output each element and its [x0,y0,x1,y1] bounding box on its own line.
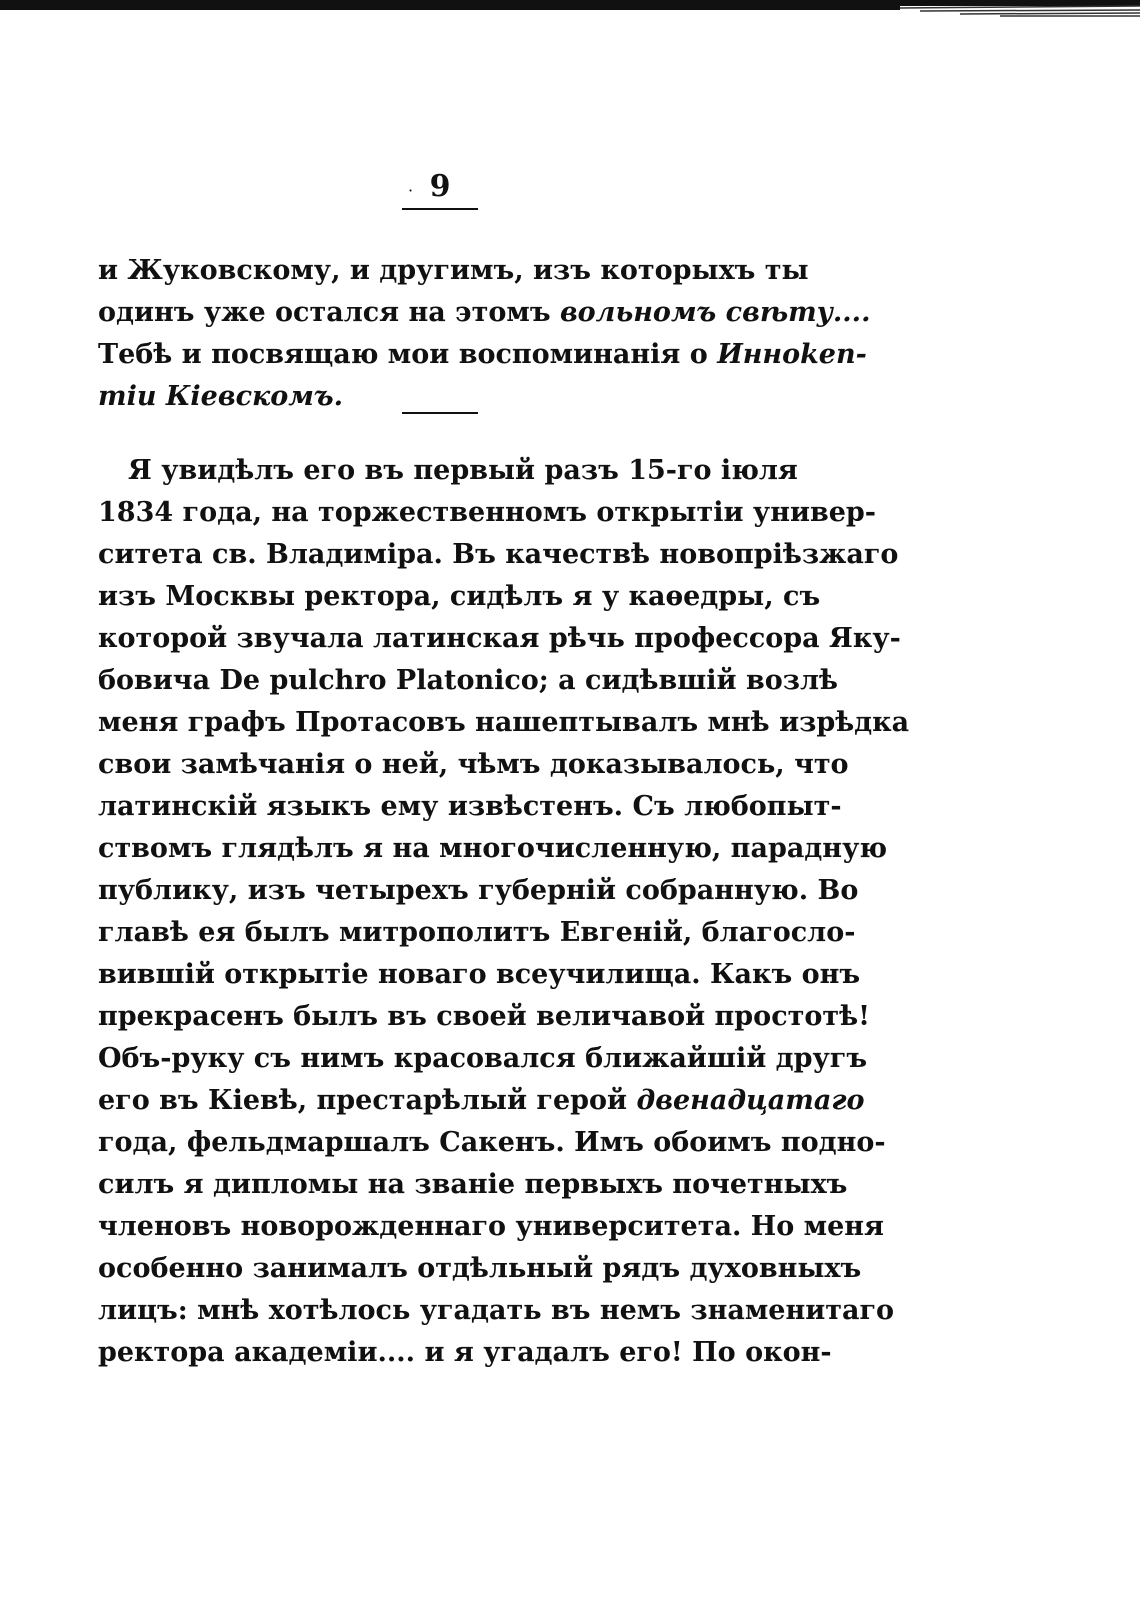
body-line: главѣ ея былъ митрополитъ Евгеній, благосло- [98,917,856,948]
page-number-rule [402,208,478,210]
body-line: прекрасенъ былъ въ своей величавой простотѣ! [98,1001,870,1032]
body-line: ствомъ глядѣлъ я на многочисленную, парадную [98,833,888,864]
body-line: латинскій языкъ ему извѣстенъ. Съ любопыт- [98,791,842,822]
body-line: свои замѣчанія о ней, чѣмъ доказывалось, что [98,749,849,780]
body-line: ректора академіи.... и я угадалъ его! По окон- [98,1337,832,1368]
section-divider [402,412,478,414]
body-line: лицъ: мнѣ хотѣлось угадать въ немъ знаменитаго [98,1295,895,1326]
dedication-text: Тебѣ и посвящаю мои воспоминанія о [98,339,718,370]
dedication-line: и Жуковскому, и другимъ, изъ которыхъ ты [98,255,809,286]
page-number [400,170,480,204]
dedication-line: тіи Кіевскомъ. [98,381,344,412]
body-line: меня графъ Протасовъ нашептывалъ мнѣ изрѣдка [98,707,910,738]
scan-edge-border [0,0,1140,20]
body-line: вившій открытіе новаго всеучилища. Какъ онъ [98,959,861,990]
page-number-mark: · [408,181,414,200]
body-line: публику, изъ четырехъ губерній собранную. Во [98,875,859,906]
body-line: Объ-руку съ нимъ красовался ближайшій другъ [98,1043,868,1074]
body-line: бовича De pulchro Platonico; а сидѣвшій возлѣ [98,665,838,696]
body-line: ситета св. Владиміра. Въ качествѣ новопріѣзжаго [98,539,899,570]
body-line: изъ Москвы ректора, сидѣлъ я у каѳедры, съ [98,581,821,612]
body-line: членовъ новорожденнаго университета. Но меня [98,1211,885,1242]
body-text: его въ Кіевѣ, престарѣлый герой [98,1085,637,1116]
dedication-text: одинъ уже остался на этомъ [98,297,560,328]
dedication-italic-text: вольномъ свѣту.... [559,297,871,328]
body-line: года, фельдмаршалъ Сакенъ. Имъ обоимъ подно- [98,1127,886,1158]
body-paragraph [98,450,910,1374]
dedication-line [98,292,871,334]
dedication-italic-text: Инноken- [717,339,867,370]
body-line: 1834 года, на торжественномъ открытіи универ- [98,497,877,528]
body-line: Я увидѣлъ его въ первый разъ 15-го іюля [128,455,798,486]
dedication-paragraph [98,250,871,418]
body-line: которой звучала латинская рѣчь профессора Яку- [98,623,901,654]
body-line: силъ я дипломы на званіе первыхъ почетныхъ [98,1169,848,1200]
body-line [98,1080,865,1122]
page-number-value: 9 [429,169,451,204]
body-line: особенно занималъ отдѣльный рядъ духовныхъ [98,1253,862,1284]
dedication-line [98,334,867,376]
body-italic-text: двенадцатаго [636,1085,865,1116]
